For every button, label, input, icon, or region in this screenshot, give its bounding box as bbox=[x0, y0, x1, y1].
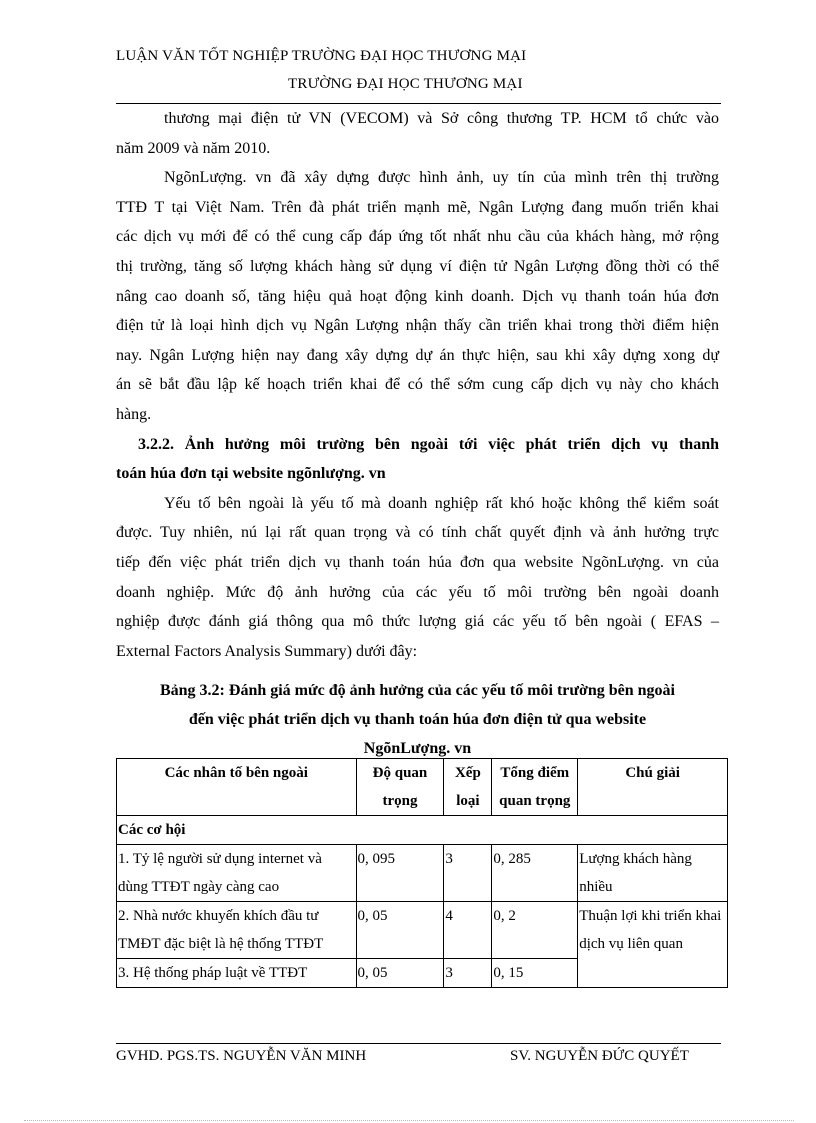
cell-weight: 0, 05 bbox=[356, 902, 444, 959]
header-line-1: LUẬN VĂN TỐT NGHIỆP TRƯỜNG ĐẠI HỌC THƯƠNG MẠI bbox=[116, 48, 527, 64]
table-header-row bbox=[117, 759, 728, 816]
paragraph-2-line: nâng cao doanh số, tăng hiệu quả hoạt động kinh doanh. Dịch vụ thanh toán húa đơn bbox=[116, 287, 719, 305]
cell-score: 0, 285 bbox=[492, 845, 578, 902]
cell-factor: 2. Nhà nước khuyến khích đầu tư TMĐT đặc biệt là hệ thống TTĐT bbox=[117, 902, 357, 959]
footer-student: SV. NGUYỄN ĐỨC QUYẾT bbox=[510, 1048, 689, 1064]
cell-rating: 3 bbox=[444, 845, 492, 902]
table-row bbox=[117, 902, 728, 959]
paragraph-2-line: các dịch vụ mới để có thể cung cấp đáp ứng tốt nhất nhu cầu của khách hàng, mở rộng bbox=[116, 228, 719, 246]
paragraph-2-line: NgõnLượng. vn đã xây dựng được hình ảnh, uy tín của mình trên thị trường bbox=[164, 169, 719, 187]
paragraph-2-line: thị trường, tăng số lượng khách hàng sử dụng ví điện tử Ngân Lượng đồng thời có thể bbox=[116, 257, 719, 275]
cell-score: 0, 2 bbox=[492, 902, 578, 959]
section-heading-line: 3.2.2. Ảnh hưởng môi trường bên ngoài tới việc phát triển dịch vụ thanh bbox=[138, 435, 719, 453]
paragraph-2-line: hàng. bbox=[116, 405, 152, 423]
section-heading-line: toán húa đơn tại website ngõnlượng. vn bbox=[116, 465, 386, 483]
document-body bbox=[116, 104, 719, 666]
paragraph-3-line: Yếu tố bên ngoài là yếu tố mà doanh nghiệp rất khó hoặc không thể kiểm soát bbox=[164, 494, 719, 512]
paragraph-3-line: External Factors Analysis Summary) dưới đây: bbox=[116, 642, 418, 660]
footer-advisor: GVHD. PGS.TS. NGUYỄN VĂN MINH bbox=[116, 1048, 367, 1064]
header-score: Tổng điểm quan trọng bbox=[492, 759, 578, 816]
header-weight: Độ quan trọng bbox=[356, 759, 444, 816]
cell-rating: 3 bbox=[444, 959, 492, 988]
cell-factor: 1. Tỷ lệ người sử dụng internet và dùng TTĐT ngày càng cao bbox=[117, 845, 357, 902]
cell-score: 0, 15 bbox=[492, 959, 578, 988]
page-edge-divider bbox=[24, 1120, 794, 1121]
paragraph-2-line: TTĐ T tại Việt Nam. Trên đà phát triển mạnh mẽ, Ngân Lượng đang muốn triển khai bbox=[116, 198, 719, 216]
cell-weight: 0, 05 bbox=[356, 959, 444, 988]
caption-line: Bảng 3.2: Đánh giá mức độ ảnh hưởng của các yếu tố môi trường bên ngoài bbox=[159, 682, 675, 699]
paragraph-2-line: án sẽ bắt đầu lập kế hoạch triển khai để có thể sớm cung cấp dịch vụ này cho khách bbox=[116, 376, 719, 394]
caption-line: NgõnLượng. vn bbox=[363, 740, 472, 757]
table-section-row bbox=[117, 816, 728, 845]
section-opportunities: Các cơ hội bbox=[117, 816, 728, 845]
header-line-2: TRƯỜNG ĐẠI HỌC THƯƠNG MẠI bbox=[288, 76, 523, 92]
paragraph-3-line: doanh nghiệp. Mức độ ảnh hưởng của các yếu tố môi trường bên ngoài doanh bbox=[116, 583, 719, 601]
paragraph-1-line: thương mại điện tử VN (VECOM) và Sở công thương TP. HCM tổ chức vào bbox=[164, 110, 719, 127]
table-row bbox=[117, 845, 728, 902]
cell-weight: 0, 095 bbox=[356, 845, 444, 902]
cell-rating: 4 bbox=[444, 902, 492, 959]
caption-line: đến việc phát triển dịch vụ thanh toán húa đơn điện tử qua website bbox=[188, 711, 647, 728]
header-rating: Xếp loại bbox=[444, 759, 492, 816]
efas-table bbox=[116, 758, 728, 988]
header-note: Chú giải bbox=[578, 759, 728, 816]
paragraph-2-line: điện tử là loại hình dịch vụ Ngân Lượng nhận thấy cần triển khai trong thời điểm hiện bbox=[116, 317, 719, 335]
paragraph-3-line: tiếp đến việc phát triển dịch vụ thanh toán húa đơn qua website NgõnLượng. vn của bbox=[116, 553, 719, 571]
paragraph-3-line: nghiệp được đánh giá thông qua mô thức lượng giá các yếu tố bên ngoài ( EFAS – bbox=[116, 613, 719, 631]
paragraph-1-line: năm 2009 và năm 2010. bbox=[116, 139, 271, 157]
paragraph-3-line: được. Tuy nhiên, nú lại rất quan trọng và có tính chất quyết định và ảnh hưởng trực bbox=[116, 524, 719, 542]
table-caption bbox=[116, 676, 719, 763]
cell-note: Thuận lợi khi triển khai dịch vụ liên quan bbox=[578, 902, 728, 988]
cell-note: Lượng khách hàng nhiều bbox=[578, 845, 728, 902]
footer-divider bbox=[116, 1043, 721, 1044]
cell-factor: 3. Hệ thống pháp luật về TTĐT bbox=[117, 959, 357, 988]
header-factor: Các nhân tố bên ngoài bbox=[117, 759, 357, 816]
paragraph-2-line: nay. Ngân Lượng hiện nay đang xây dựng dự án thực hiện, sau khi xây dựng xong dự bbox=[116, 346, 719, 364]
